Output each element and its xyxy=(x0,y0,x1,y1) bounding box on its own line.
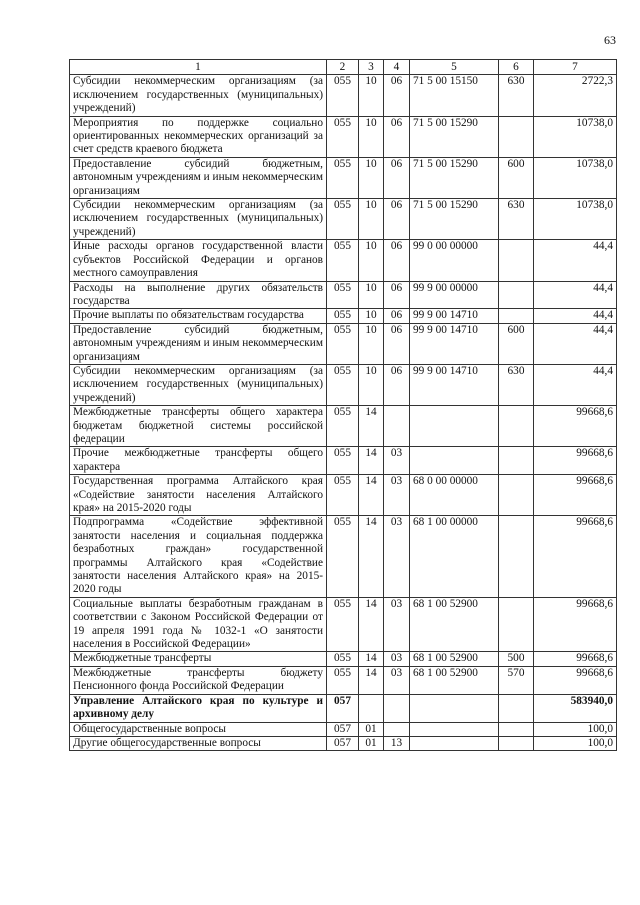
row-gr: 055 xyxy=(327,309,359,323)
row-sum: 99668,6 xyxy=(534,597,617,652)
row-vr xyxy=(499,281,534,309)
row-vr xyxy=(499,516,534,597)
row-sum: 44,4 xyxy=(534,281,617,309)
row-name: Управление Алтайского края по культуре и архивному делу xyxy=(70,694,327,722)
row-vr xyxy=(499,240,534,281)
row-sum: 100,0 xyxy=(534,736,617,750)
row-vr: 600 xyxy=(499,323,534,364)
row-name: Социальные выплаты безработным гражданам в соответствии с Законом Российской Федерации от 19 апреля 1991 года № 1032-1 «О занятости населения в Российской Федерации» xyxy=(70,597,327,652)
row-gr: 055 xyxy=(327,116,359,157)
row-name: Расходы на выполнение других обязательств государства xyxy=(70,281,327,309)
header-col-7: 7 xyxy=(534,60,617,75)
row-vr: 500 xyxy=(499,652,534,666)
row-pr: 06 xyxy=(384,157,410,198)
row-gr: 055 xyxy=(327,597,359,652)
row-pr: 06 xyxy=(384,116,410,157)
row-name: Подпрограмма «Содействие эффективной занятости населения и социальная поддержка безработных граждан» государственной программы Алтайского края «Содействие занятости населения Алтайского края» на 2015-2020 годы xyxy=(70,516,327,597)
row-vr xyxy=(499,722,534,736)
row-name: Межбюджетные трансферты xyxy=(70,652,327,666)
row-csr: 71 5 00 15290 xyxy=(410,199,499,240)
row-vr: 630 xyxy=(499,364,534,405)
row-csr: 71 5 00 15290 xyxy=(410,116,499,157)
row-pr: 13 xyxy=(384,736,410,750)
row-name: Мероприятия по поддержке социально ориентированных некоммерческих организаций за счет средств краевого бюджета xyxy=(70,116,327,157)
table-row xyxy=(70,240,617,281)
row-sum: 44,4 xyxy=(534,240,617,281)
table-row xyxy=(70,516,617,597)
row-gr: 055 xyxy=(327,447,359,475)
row-pr: 06 xyxy=(384,281,410,309)
row-vr xyxy=(499,475,534,516)
header-row xyxy=(70,60,617,75)
row-csr: 68 0 00 00000 xyxy=(410,475,499,516)
table-row-section xyxy=(70,694,617,722)
row-csr: 68 1 00 52900 xyxy=(410,597,499,652)
row-pr xyxy=(384,694,410,722)
row-csr: 68 1 00 52900 xyxy=(410,666,499,694)
row-gr: 055 xyxy=(327,666,359,694)
row-pr: 06 xyxy=(384,75,410,116)
row-csr: 71 5 00 15290 xyxy=(410,157,499,198)
row-rz: 10 xyxy=(359,157,384,198)
row-vr: 600 xyxy=(499,157,534,198)
row-gr: 055 xyxy=(327,157,359,198)
row-csr: 68 1 00 52900 xyxy=(410,652,499,666)
row-sum: 44,4 xyxy=(534,323,617,364)
row-vr: 630 xyxy=(499,75,534,116)
row-rz: 14 xyxy=(359,475,384,516)
row-csr: 99 9 00 14710 xyxy=(410,309,499,323)
row-vr: 630 xyxy=(499,199,534,240)
row-rz: 14 xyxy=(359,447,384,475)
row-name: Предоставление субсидий бюджетным, автономным учреждениям и иным некоммерческим организациям xyxy=(70,157,327,198)
row-pr xyxy=(384,406,410,447)
row-rz: 14 xyxy=(359,406,384,447)
row-gr: 055 xyxy=(327,406,359,447)
row-rz: 10 xyxy=(359,240,384,281)
row-rz: 14 xyxy=(359,516,384,597)
row-sum: 583940,0 xyxy=(534,694,617,722)
row-pr: 06 xyxy=(384,309,410,323)
row-name: Субсидии некоммерческим организациям (за исключением государственных (муниципальных) учреждений) xyxy=(70,199,327,240)
budget-table xyxy=(69,59,617,751)
row-name: Общегосударственные вопросы xyxy=(70,722,327,736)
row-csr: 99 0 00 00000 xyxy=(410,240,499,281)
row-rz: 14 xyxy=(359,597,384,652)
row-vr xyxy=(499,309,534,323)
row-gr: 057 xyxy=(327,722,359,736)
row-gr: 055 xyxy=(327,75,359,116)
row-gr: 055 xyxy=(327,364,359,405)
row-name: Другие общегосударственные вопросы xyxy=(70,736,327,750)
row-sum: 10738,0 xyxy=(534,199,617,240)
row-rz: 14 xyxy=(359,652,384,666)
row-gr: 055 xyxy=(327,281,359,309)
row-gr: 055 xyxy=(327,323,359,364)
row-name: Предоставление субсидий бюджетным, автономным учреждениям и иным некоммерческим организациям xyxy=(70,323,327,364)
row-pr: 06 xyxy=(384,199,410,240)
header-col-6: 6 xyxy=(499,60,534,75)
row-gr: 057 xyxy=(327,736,359,750)
row-name: Государственная программа Алтайского края «Содействие занятости населения Алтайского края» на 2015-2020 годы xyxy=(70,475,327,516)
row-rz: 10 xyxy=(359,364,384,405)
table-row xyxy=(70,199,617,240)
row-csr xyxy=(410,447,499,475)
row-sum: 99668,6 xyxy=(534,666,617,694)
row-pr: 06 xyxy=(384,240,410,281)
table-row xyxy=(70,736,617,750)
row-rz: 14 xyxy=(359,666,384,694)
row-csr xyxy=(410,722,499,736)
table-row xyxy=(70,116,617,157)
row-gr: 055 xyxy=(327,199,359,240)
row-name: Прочие межбюджетные трансферты общего характера xyxy=(70,447,327,475)
table-row xyxy=(70,406,617,447)
row-csr xyxy=(410,694,499,722)
row-csr: 99 9 00 14710 xyxy=(410,323,499,364)
table-row xyxy=(70,281,617,309)
row-rz: 10 xyxy=(359,199,384,240)
row-sum: 99668,6 xyxy=(534,447,617,475)
row-pr: 06 xyxy=(384,323,410,364)
row-pr: 06 xyxy=(384,364,410,405)
row-sum: 2722,3 xyxy=(534,75,617,116)
row-pr: 03 xyxy=(384,666,410,694)
row-name: Субсидии некоммерческим организациям (за исключением государственных (муниципальных) учреждений) xyxy=(70,75,327,116)
row-sum: 100,0 xyxy=(534,722,617,736)
row-csr: 68 1 00 00000 xyxy=(410,516,499,597)
row-csr: 71 5 00 15150 xyxy=(410,75,499,116)
row-pr: 03 xyxy=(384,475,410,516)
row-sum: 10738,0 xyxy=(534,157,617,198)
table-row xyxy=(70,364,617,405)
row-sum: 44,4 xyxy=(534,364,617,405)
table-row xyxy=(70,323,617,364)
row-sum: 44,4 xyxy=(534,309,617,323)
header-col-5: 5 xyxy=(410,60,499,75)
table-row xyxy=(70,652,617,666)
row-sum: 99668,6 xyxy=(534,516,617,597)
row-vr xyxy=(499,736,534,750)
row-name: Субсидии некоммерческим организациям (за исключением государственных (муниципальных) учреждений) xyxy=(70,364,327,405)
page-number: 63 xyxy=(604,33,616,47)
row-pr xyxy=(384,722,410,736)
row-rz: 10 xyxy=(359,323,384,364)
header-col-2: 2 xyxy=(327,60,359,75)
row-name: Межбюджетные трансферты общего характера бюджетам бюджетной системы российской федерации xyxy=(70,406,327,447)
row-name: Межбюджетные трансферты бюджету Пенсионного фонда Российской Федерации xyxy=(70,666,327,694)
row-vr xyxy=(499,447,534,475)
table-row xyxy=(70,666,617,694)
row-rz: 10 xyxy=(359,309,384,323)
row-vr xyxy=(499,694,534,722)
table-row xyxy=(70,597,617,652)
table-row xyxy=(70,722,617,736)
row-sum: 99668,6 xyxy=(534,652,617,666)
table-row xyxy=(70,309,617,323)
row-vr xyxy=(499,406,534,447)
header-col-1: 1 xyxy=(70,60,327,75)
row-gr: 055 xyxy=(327,240,359,281)
row-rz: 10 xyxy=(359,116,384,157)
row-csr: 99 9 00 00000 xyxy=(410,281,499,309)
row-gr: 057 xyxy=(327,694,359,722)
row-csr xyxy=(410,406,499,447)
row-csr xyxy=(410,736,499,750)
row-gr: 055 xyxy=(327,652,359,666)
row-csr: 99 9 00 14710 xyxy=(410,364,499,405)
header-col-4: 4 xyxy=(384,60,410,75)
row-gr: 055 xyxy=(327,475,359,516)
row-name: Прочие выплаты по обязательствам государства xyxy=(70,309,327,323)
row-rz: 10 xyxy=(359,75,384,116)
row-sum: 10738,0 xyxy=(534,116,617,157)
table-row xyxy=(70,447,617,475)
row-sum: 99668,6 xyxy=(534,406,617,447)
row-gr: 055 xyxy=(327,516,359,597)
row-name: Иные расходы органов государственной власти субъектов Российской Федерации и органов местного самоуправления xyxy=(70,240,327,281)
row-rz: 10 xyxy=(359,281,384,309)
row-rz xyxy=(359,694,384,722)
row-rz: 01 xyxy=(359,722,384,736)
row-vr: 570 xyxy=(499,666,534,694)
table-row xyxy=(70,75,617,116)
row-pr: 03 xyxy=(384,597,410,652)
table-row xyxy=(70,475,617,516)
row-sum: 99668,6 xyxy=(534,475,617,516)
row-rz: 01 xyxy=(359,736,384,750)
row-vr xyxy=(499,597,534,652)
row-pr: 03 xyxy=(384,447,410,475)
row-pr: 03 xyxy=(384,516,410,597)
row-pr: 03 xyxy=(384,652,410,666)
row-vr xyxy=(499,116,534,157)
header-col-3: 3 xyxy=(359,60,384,75)
table-row xyxy=(70,157,617,198)
